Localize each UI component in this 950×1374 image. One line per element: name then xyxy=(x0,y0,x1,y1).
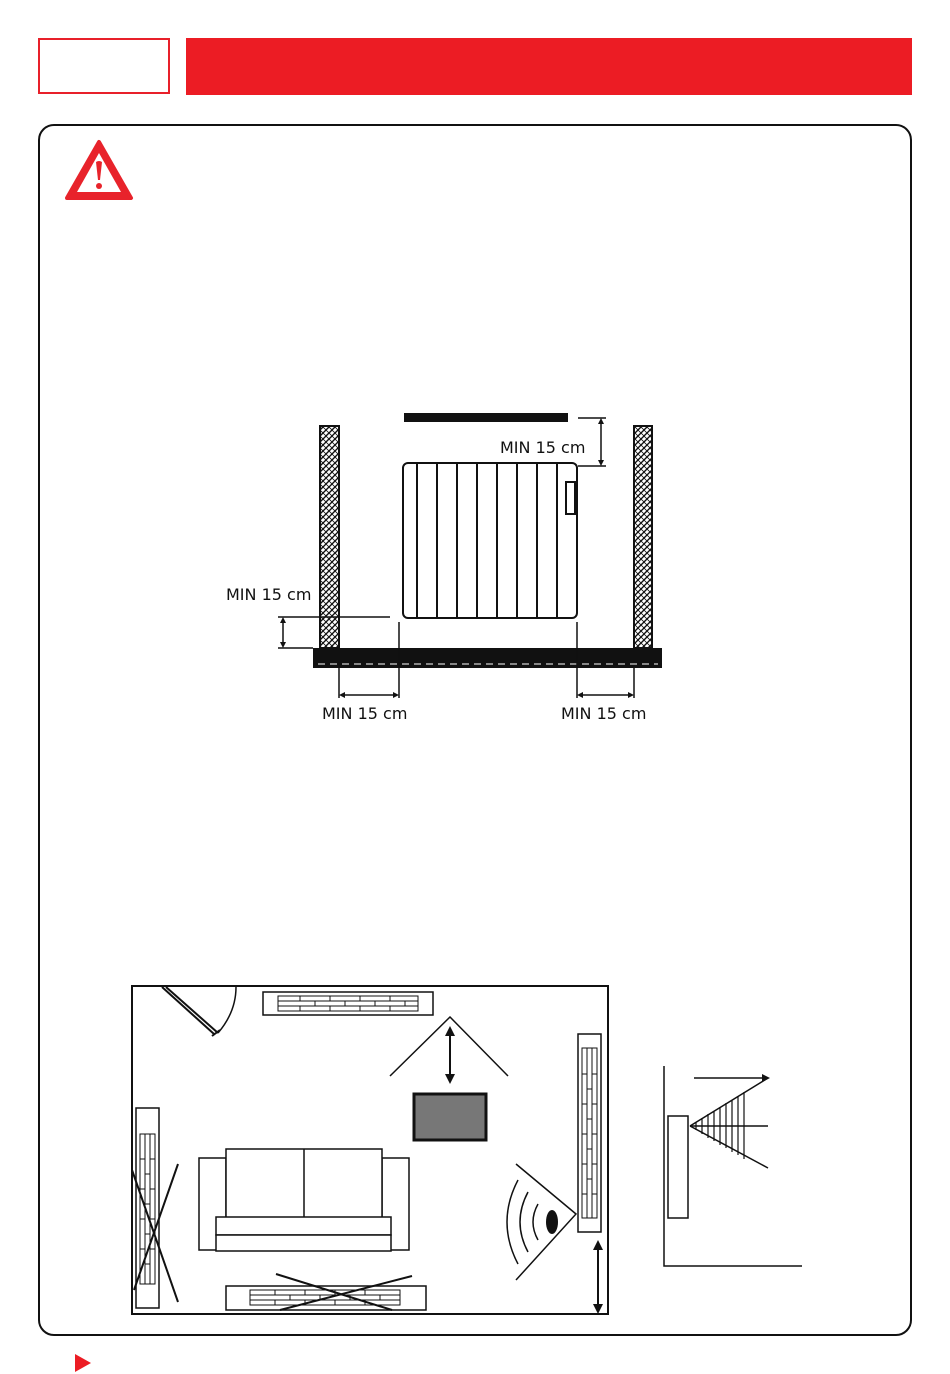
top-clearance-label: MIN 15 cm xyxy=(500,438,586,457)
clearance-diagram xyxy=(200,400,680,730)
header-bar xyxy=(186,38,912,95)
left-wall-clearance-label: MIN 15 cm xyxy=(322,704,408,723)
radiator-right xyxy=(578,1034,601,1232)
shelf xyxy=(404,413,568,422)
room-layout-diagram xyxy=(130,984,610,1318)
sofa xyxy=(199,1149,409,1251)
tv xyxy=(414,1094,486,1140)
left-wall xyxy=(320,426,339,648)
page-number-box xyxy=(38,38,170,94)
radiator-top xyxy=(263,992,433,1015)
floor xyxy=(313,648,662,668)
red-arrow-icon xyxy=(74,1354,92,1372)
floor-clearance-label: MIN 15 cm xyxy=(226,585,312,604)
radiator xyxy=(403,463,577,618)
right-wall xyxy=(634,426,652,648)
right-wall-clearance-label: MIN 15 cm xyxy=(561,704,647,723)
warning-triangle-icon xyxy=(64,138,134,202)
heat-emission-cone-diagram xyxy=(656,1066,806,1270)
